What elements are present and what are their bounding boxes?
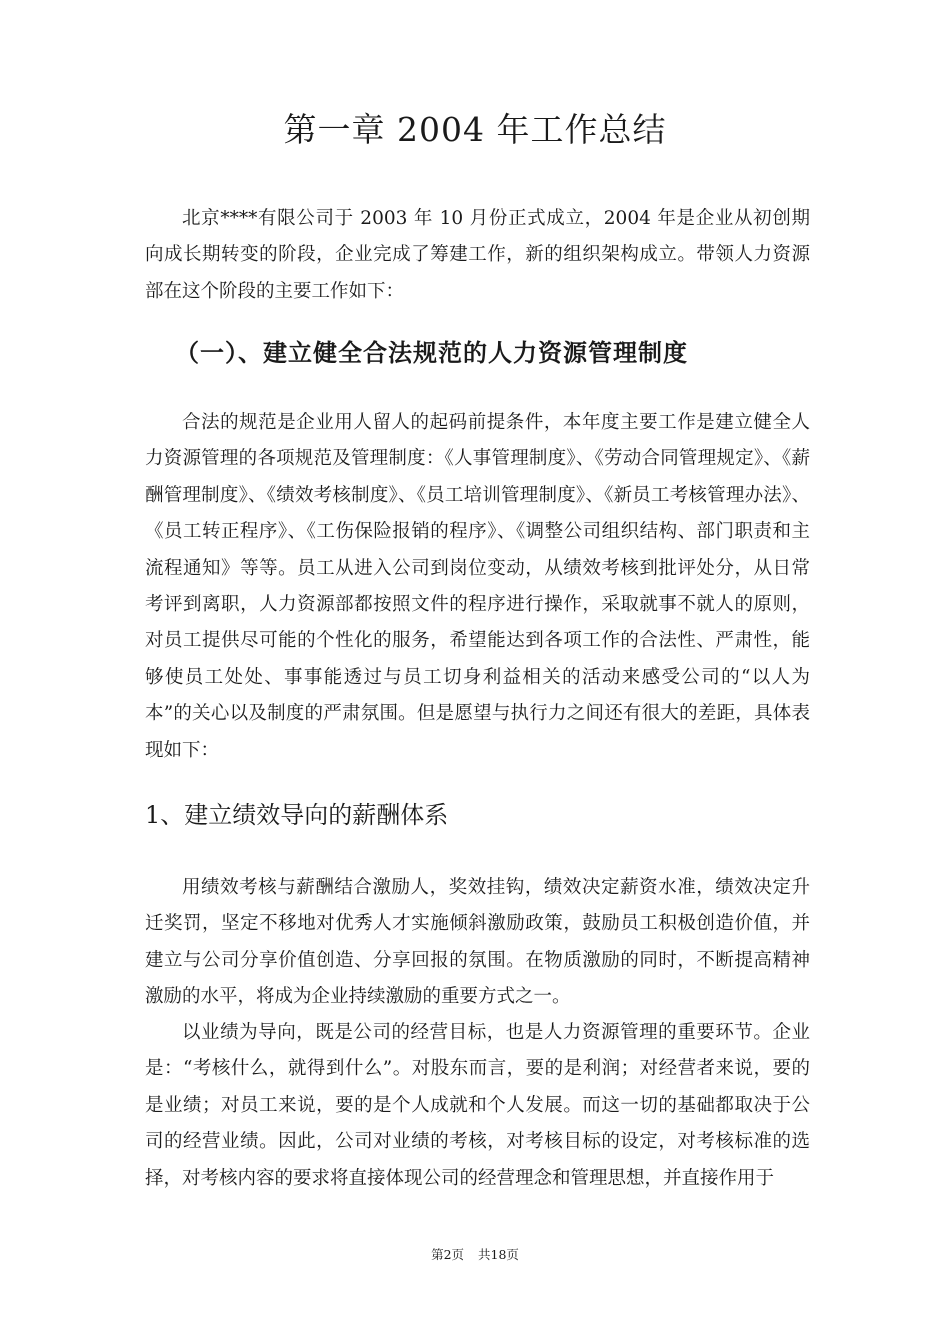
section-heading: （一）、建立健全合法规范的人力资源管理制度 (175, 339, 688, 367)
intro-paragraph: 北京****有限公司于 2003 年 10 月份正式成立，2004 年是企业从初创期向成长期转变的阶段，企业完成了筹建工作，新的组织架构成立。带领人力资源部在这个阶段的主要工作如下： (145, 208, 810, 302)
page-number: 第2页 (431, 1247, 465, 1262)
subsection-heading: 1、建立绩效导向的薪酬体系 (145, 801, 449, 829)
body-paragraph-3: 以业绩为导向，既是公司的经营目标，也是人力资源管理的重要环节。企业是：“考核什么，就得到什么”。对股东而言，要的是利润；对经营者来说，要的是业绩；对员工来说，要的是个人成就和个人发展。而这一切的基础都取决于公司的经营业绩。因此，公司对业绩的考核，对考核目标的设定，对考核标准的选择，对考核内容的要求将直接体现公司的经营理念和管理思想，并直接作用于 (145, 1022, 810, 1189)
page-footer (0, 1246, 950, 1264)
total-pages: 共18页 (478, 1247, 519, 1262)
body-paragraph-2: 用绩效考核与薪酬结合激励人，奖效挂钩，绩效决定薪资水准，绩效决定升迁奖罚，坚定不移地对优秀人才实施倾斜激励政策，鼓励员工积极创造价值，并建立与公司分享价值创造、分享回报的氛围。在物质激励的同时，不断提高精神激励的水平，将成为企业持续激励的重要方式之一。 (145, 877, 810, 1008)
section-paragraph: 合法的规范是企业用人留人的起码前提条件，本年度主要工作是建立健全人力资源管理的各项规范及管理制度：《人事管理制度》、《劳动合同管理规定》、《薪酬管理制度》、《绩效考核制度》、《员工培训管理制度》、《新员工考核管理办法》、《员工转正程序》、《工伤保险报销的程序》、《调整公司组织结构、部门职责和主流程通知》等等。员工从进入公司到岗位变动，从绩效考核到批评处分，从日常考评到离职，人力资源部都按照文件的程序进行操作，采取就事不就人的原则，对员工提供尽可能的个性化的服务，希望能达到各项工作的合法性、严肃性，能够使员工处处、事事能透过与员工切身利益相关的活动来感受公司的“以人为本”的关心以及制度的严肃氛围。但是愿望与执行力之间还有很大的差距，具体表现如下： (145, 412, 810, 761)
chapter-title: 第一章 2004 年工作总结 (283, 110, 667, 149)
